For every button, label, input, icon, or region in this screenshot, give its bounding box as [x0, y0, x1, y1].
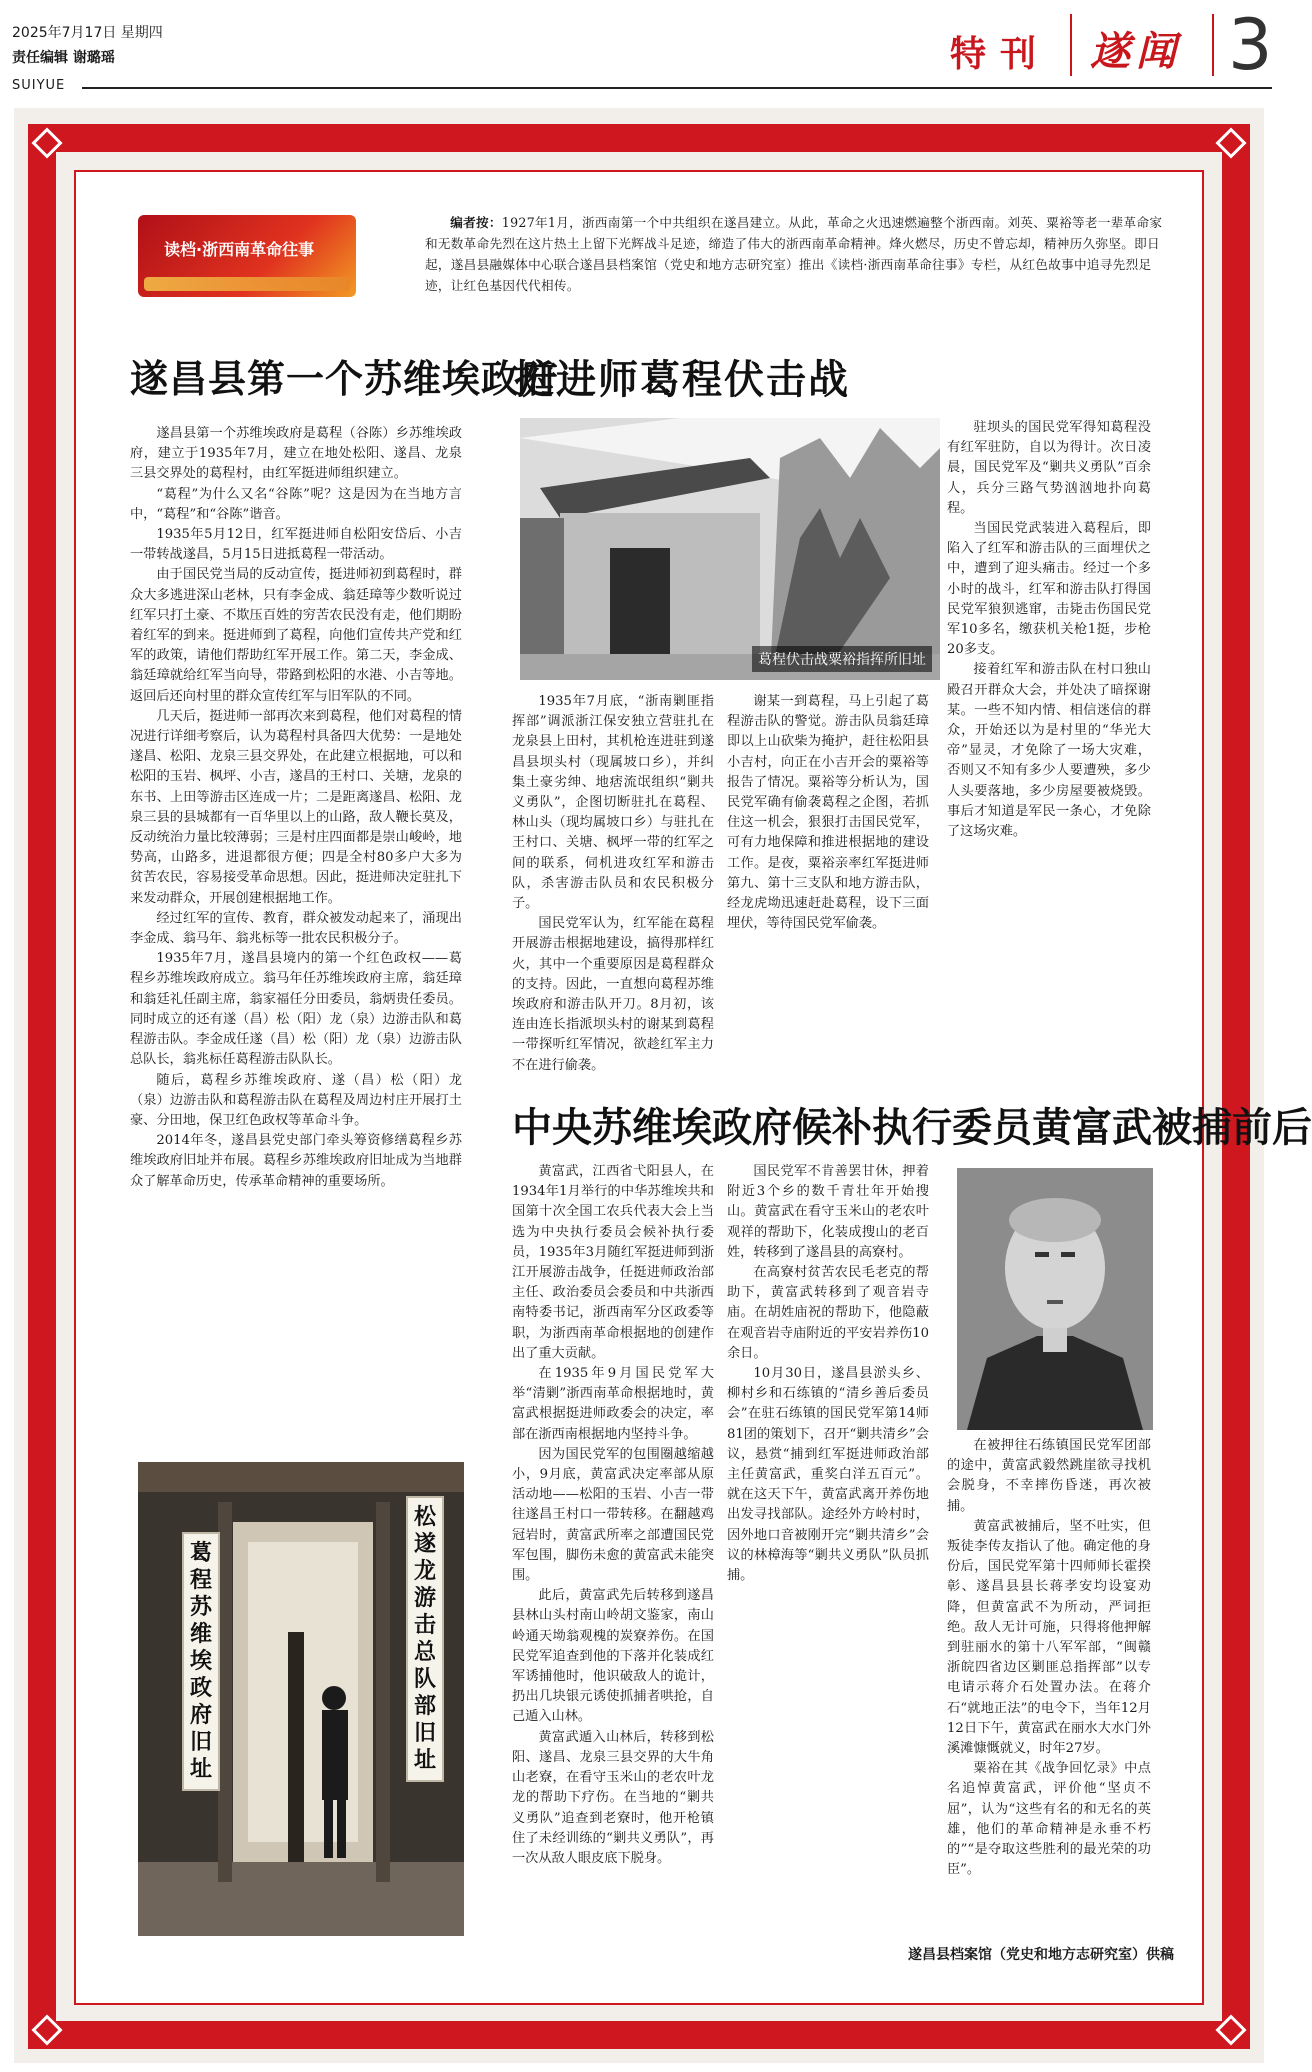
paragraph: 在被押往石练镇国民党军团部的途中，黄富武毅然跳崖欲寻找机会脱身，不幸摔伤昏迷，再次被捕。: [947, 1438, 1151, 1514]
masthead-divider: [1070, 14, 1072, 76]
editor-note-text: 1927年1月，浙西南第一个中共组织在遂昌建立。从此，革命之火迅速燃遍整个浙西南。刘英、粟裕等老一辈革命家和无数革命先烈在这片热土上留下光辉战斗足迹，缔造了伟大的浙西南革命精神。烽火燃尽，历史不曾忘却，精神历久弥坚。即日起，遂昌县融媒体中心联合遂昌县档案馆（党史和地方志研究室）推出《读档·浙西南革命往事》专栏，从红色故事中追寻先烈足迹，让红色基因代代相传。: [425, 215, 1163, 293]
article3-body-col1: [512, 1162, 714, 1942]
paragraph: 几天后，挺进师一部再次来到葛程，他们对葛程的情况进行详细考察后，认为葛程村具备四大优势：一是地处遂昌、松阳、龙泉三县交界处，在此建立根据地，可以和松阳的玉岩、枫坪、小吉，遂昌的王村口、关塘，龙泉的东书、上田等游击区连成一片；二是距离遂昌、松阳、龙泉三县的县城都有一百华里以上的山路，敌人鞭长莫及，反动统治力量比较薄弱；三是村庄四面都是崇山峻岭，地势高，山路多，进退都很方便；四是全村80多户大多为贫苦农民，容易接受革命思想。因此，挺进师决定驻扎下来发动群众，开展创建根据地工作。: [130, 708, 462, 906]
paragraph: 因为国民党军的包围圈越缩越小，9月底，黄富武决定率部从原活动地——松阳的玉岩、小吉一带往遂昌王村口一带转移。在翻越鸡冠岩时，黄富武所率之部遭国民党军包围，脚伤未愈的黄富武未能突围。: [512, 1446, 714, 1584]
issue-date: 2025年7月17日 星期四: [12, 25, 163, 41]
paragraph: 10月30日，遂昌县淤头乡、柳村乡和石练镇的“清乡善后委员会”在驻石练镇的国民党军第14师81团的策划下，召开“剿共清乡”会议，悬赏“捕到红军挺进师政治部主任黄富武，重奖白洋五百元”。就在这天下午，黄富武离开养伤地出发寻找部队。途经外方岭村时，因外地口音被刚开完“剿共清乡”会议的林樟海等“剿共义勇队”队员抓捕。: [727, 1366, 929, 1584]
article2-body-col1: [512, 692, 714, 1073]
paragraph: 2014年冬，遂昌县党史部门牵头筹资修缮葛程乡苏维埃政府旧址并布展。葛程乡苏维埃政府旧址成为当地群众了解革命历史，传承革命精神的重要场所。: [130, 1133, 462, 1189]
tag-decoration: [144, 277, 350, 291]
paragraph: 经过红军的宣传、教育，群众被发动起来了，涌现出李金成、翁马年、翁兆标等一批农民积极分子。: [130, 910, 462, 947]
paragraph: 遂昌县第一个苏维埃政府是葛程（谷陈）乡苏维埃政府，建立于1935年7月，建立在地处松阳、遂昌、龙泉三县交界处的葛程村，由红军挺进师组织建立。: [130, 426, 462, 482]
paragraph: 1935年7月底，“浙南剿匪指挥部”调派浙江保安独立营驻扎在龙泉县上田村，其机枪连进驻到遂昌县坝头村（现属坡口乡），并纠集土豪劣绅、地痞流氓组织“剿共义勇队”，企图切断驻扎在葛程、林山头（现均属坡口乡）与驻扎在王村口、关塘、枫坪一带的红军之间的联系，伺机进攻红军和游击队，杀害游击队员和农民积极分子。: [512, 694, 714, 912]
paragraph: 1935年5月12日，红军挺进师自松阳安岱后、小吉一带转战遂昌，5月15日进抵葛程一带活动。: [130, 527, 462, 563]
paragraph: 粟裕在其《战争回忆录》中点名追悼黄富武，评价他“坚贞不屈”，认为“这些有名的和无名的英雄，他们的革命精神是永垂不朽的”“是夺取这些胜利的最光荣的功臣”。: [947, 1761, 1151, 1878]
section-title: 特刊: [950, 34, 1051, 75]
paragraph: 国民党军不肯善罢甘休，押着附近3个乡的数千青壮年开始搜山。黄富武在看守玉米山的老农叶观祥的帮助下，化装成搜山的老百姓，转移到了遂昌县的高寮村。: [727, 1164, 929, 1260]
command-post-illustration: [520, 418, 940, 680]
former-site-photo: [138, 1462, 464, 1936]
article3-body-col3: [947, 1436, 1151, 1942]
masthead-rule: [82, 87, 1272, 89]
paragraph: 在1935年9月国民党军大举“清剿”浙西南革命根据地时，黄富武根据挺进师政委会的决定，率部在浙西南根据地内坚持斗争。: [512, 1366, 714, 1442]
responsible-editor: 责任编辑 谢璐瑶: [12, 50, 115, 66]
paragraph: “葛程”为什么又名“谷陈”呢？这是因为在当地方言中，“葛程”和“谷陈”谐音。: [130, 486, 462, 522]
editor-note: [425, 212, 1165, 296]
column-tag: [138, 215, 356, 297]
paragraph: 国民党军认为，红军能在葛程开展游击根据地建设，搞得那样红火，其中一个重要原因是葛程群众的支持。因此，一直想向葛程苏维埃政府和游击队开刀。8月初，该连由连长指派坝头村的谢某到葛程一带探听红军情况，欲趁红军主力不在进行偷袭。: [512, 916, 714, 1073]
photo-caption: 葛程伏击战粟裕指挥所旧址: [752, 646, 932, 672]
paragraph: 黄富武被捕后，坚不吐实，但叛徒李传友指认了他。确定他的身份后，国民党军第十四师师长霍揆彰、遂昌县县长蒋孝安均设宴劝降，但黄富武不为所动，严词拒绝。敌人无计可施，只得将他押解到驻丽水的第十八军军部，“闽赣浙皖四省边区剿匪总指挥部”以专电请示蒋介石处置办法。在蒋介石“就地正法”的电令下，当年12月12日下午，黄富武在丽水大水门外溪滩慷慨就义，时年27岁。: [947, 1518, 1151, 1757]
paragraph: 黄富武，江西省弋阳县人，在1934年1月举行的中华苏维埃共和国第十次全国工农兵代表大会上当选为中央执行委员会候补执行委员，1935年3月随红军挺进师到浙江开展游击战争，任挺进师政治部主任、政治委员会委员和中共浙西南特委书记，浙西南军分区政委等职，为浙西南革命根据地的创建作出了重大贡献。: [512, 1164, 714, 1361]
paragraph: 1935年7月，遂昌县境内的第一个红色政权——葛程乡苏维埃政府成立。翁马年任苏维埃政府主席，翁廷璋和翁廷礼任副主席，翁家福任分田委员，翁炳贵任委员。同时成立的还有遂（昌）松（阳）龙（泉）边游击队和葛程游击队。李金成任遂（昌）松（阳）龙（泉）边游击队总队长，翁兆标任葛程游击队队长。: [130, 951, 462, 1068]
portrait-photo: [957, 1168, 1153, 1430]
paper-name: 遂闻: [1090, 28, 1182, 75]
article2-body-col2: [727, 692, 929, 1062]
paragraph: 由于国民党当局的反动宣传，挺进师初到葛程时，群众大多逃进深山老林，只有李金成、翁廷璋等少数听说过红军只打土豪、不欺压百姓的穷苦农民没有走，他们期盼着红军的到来。挺进师到了葛程，向他们宣传共产党和红军的政策，请他们帮助红军开展工作。第二天，李金成、翁廷璋就给红军当向导，带路到松阳的水港、小吉等地。返回后还向村里的群众宣传红军与旧军队的不同。: [130, 567, 462, 704]
editor-note-label: 编者按：: [450, 215, 502, 230]
article1-headline: 遂昌县第一个苏维埃政府: [130, 357, 560, 401]
page-number: 3: [1228, 4, 1273, 86]
command-post-photo: [520, 418, 940, 680]
column-tag-text: 读档·浙西南革命往事: [164, 240, 315, 259]
article2-headline: 挺进师葛程伏击战: [514, 357, 850, 403]
brand-label: SUIYUE: [12, 78, 66, 93]
article1-body: [130, 424, 462, 1429]
source-credit: 遂昌县档案馆（党史和地方志研究室）供稿: [908, 1947, 1174, 1963]
paragraph: 黄富武遁入山林后，转移到松阳、遂昌、龙泉三县交界的大牛角山老寮，在看守玉米山的老农叶龙龙的帮助下疗伤。在当地的“剿共义勇队”追查到老寮时，他开枪镇住了未经训练的“剿共义勇队”，再一次从敌人眼皮底下脱身。: [512, 1729, 714, 1866]
paragraph: 此后，黄富武先后转移到遂昌县林山头村南山岭胡文鉴家，南山岭通天坳翁观槐的炭寮养伤。在国民党军追查到他的下落并化装成红军诱捕他时，他识破敌人的诡计，扔出几块银元诱使抓捕者哄抢，自己遁入山林。: [512, 1588, 714, 1725]
sign-soviet-site: 葛程苏维埃政府旧址: [182, 1532, 220, 1791]
portrait-illustration: [957, 1168, 1153, 1430]
paragraph: 谢某一到葛程，马上引起了葛程游击队的警觉。游击队员翁廷璋即以上山砍柴为掩护，赶往松阳县小吉村，向正在小吉开会的粟裕等报告了情况。粟裕等分析认为，国民党军确有偷袭葛程之企图，若抓住这一机会，狠狠打击国民党军，可有力地保障和推进根据地的建设工作。是夜，粟裕亲率红军挺进师第九、第十三支队和地方游击队，经龙虎坳迅速赶赴葛程，设下三面埋伏，等待国民党军偷袭。: [727, 694, 929, 932]
masthead: [0, 0, 1280, 95]
masthead-divider: [1212, 14, 1214, 76]
paragraph: 驻坝头的国民党军得知葛程没有红军驻防，自以为得计。次日凌晨，国民党军及“剿共义勇队”百余人，兵分三路气势汹汹地扑向葛程。: [947, 420, 1151, 516]
paragraph: 随后，葛程乡苏维埃政府、遂（昌）松（阳）龙（泉）边游击队和葛程游击队在葛程及周边村庄开展打土豪、分田地，保卫红色政权等革命斗争。: [130, 1072, 462, 1128]
article2-body-col3: [947, 418, 1151, 1062]
paragraph: 当国民党武装进入葛程后，即陷入了红军和游击队的三面埋伏之中，遭到了迎头痛击。经过一个多小时的战斗，红军和游击队打得国民党军狼狈逃窜，击毙击伤国民党军10多名，缴获机关枪1挺，步枪20多支。: [947, 521, 1151, 658]
article3-headline: 中央苏维埃政府候补执行委员黄富武被捕前后: [512, 1105, 1312, 1151]
sign-guerrilla-hq: 松遂龙游击总队部旧址: [406, 1496, 444, 1782]
paragraph: 在高寮村贫苦农民毛老克的帮助下，黄富武转移到了观音岩寺庙。在胡姓庙祝的帮助下，他隐蔽在观音岩寺庙附近的平安岩养伤10余日。: [727, 1265, 929, 1361]
article3-body-col2: [727, 1162, 929, 1942]
paragraph: 接着红军和游击队在村口独山殿召开群众大会，并处决了暗探谢某。一些不知内情、相信迷信的群众，开始还以为是村里的“华光大帝”显灵，才免除了一场大灾难，否则又不知有多少人要遭殃，多少人头要落地，多少房屋要被烧毁。事后才知道是军民一条心，才免除了这场灾难。: [947, 662, 1151, 840]
